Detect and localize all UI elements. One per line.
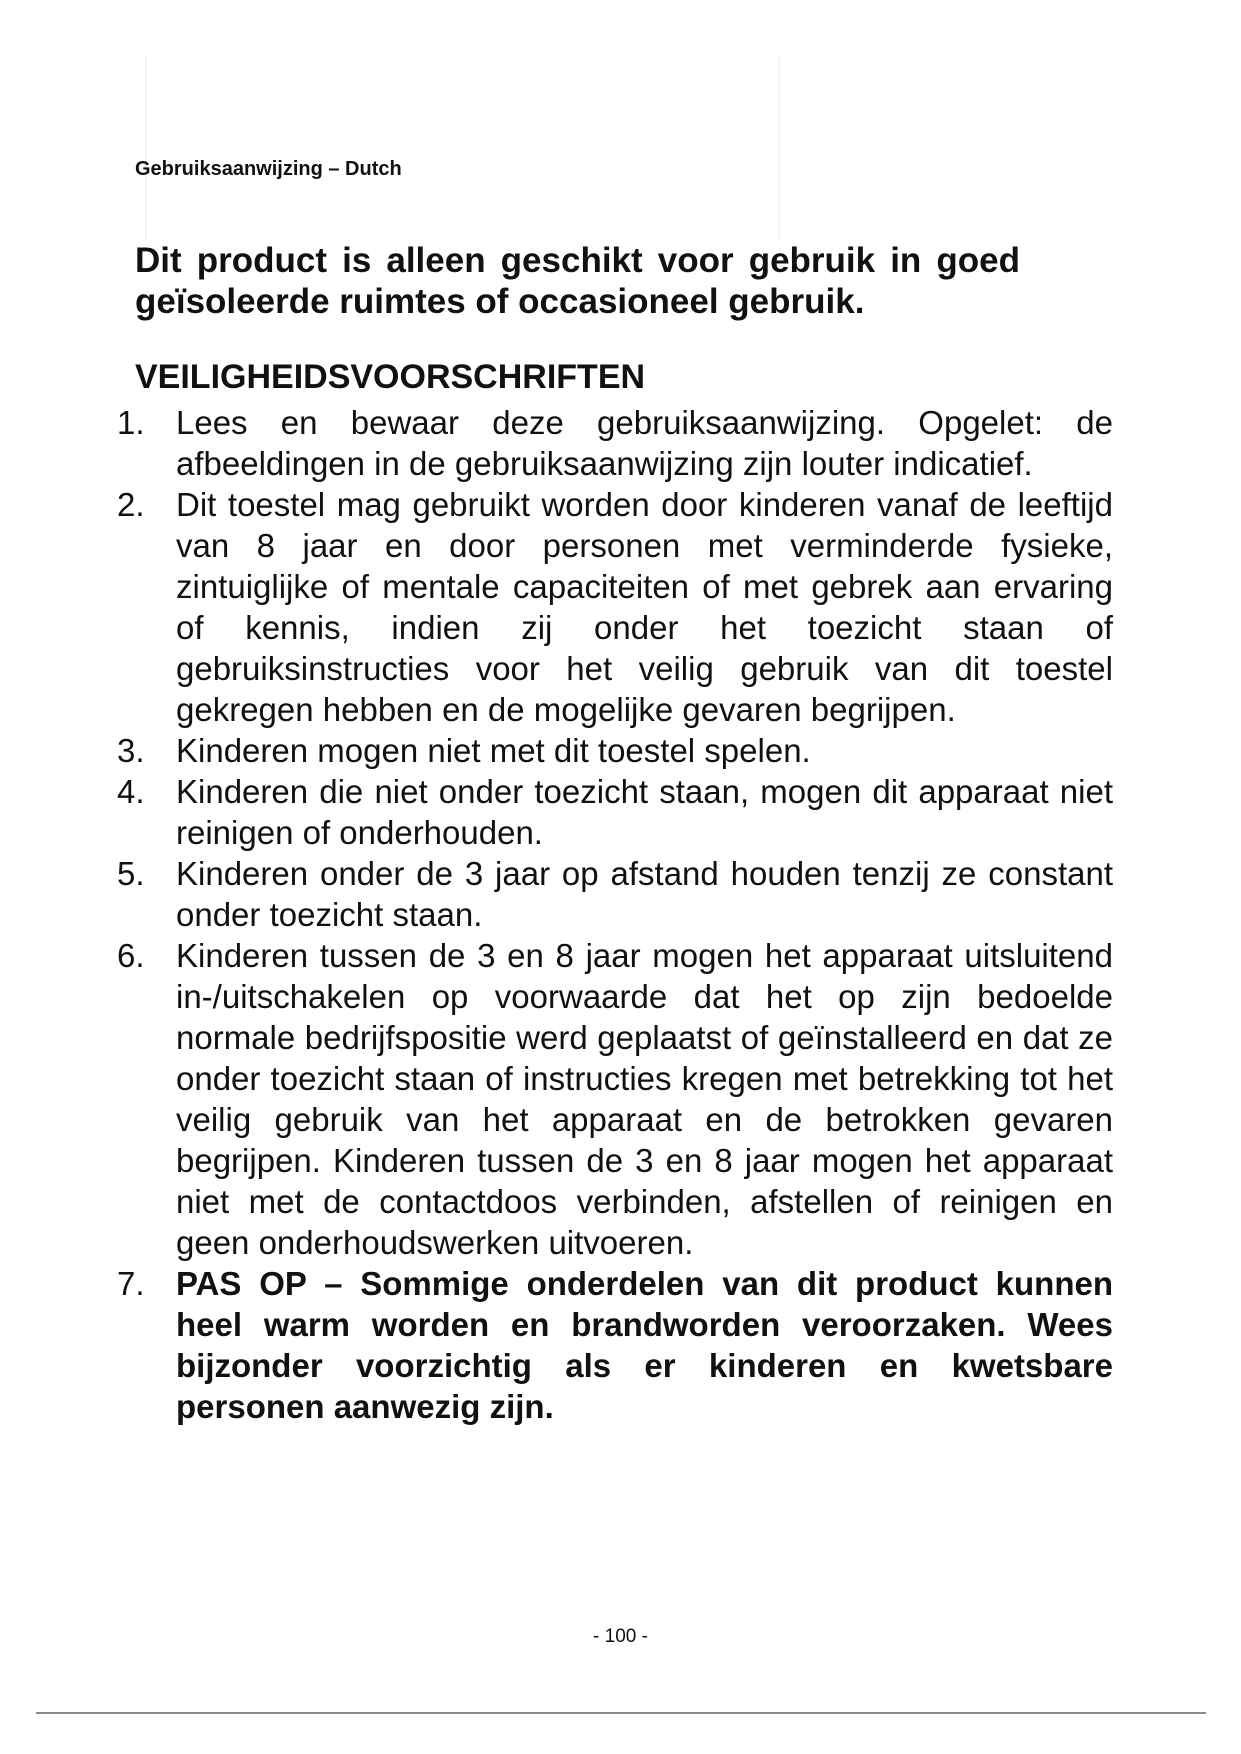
- footer-divider: [36, 1712, 1206, 1714]
- safety-rule-3: [117, 730, 1113, 771]
- rule-text: Dit toestel mag gebruikt worden door kinderen vanaf de leeftijd van 8 jaar en door personen met verminderde fysieke, zintuiglijke of mentale capaciteiten of met gebrek aan ervaring of kennis, indien zij onder het toezicht staan of gebruiksinstructies voor het veilig gebruik van dit toestel gekregen hebben en de mogelijke gevaren begrijpen.: [176, 486, 1113, 728]
- rule-number: 7.: [117, 1265, 145, 1302]
- intro-warning: Dit product is alleen geschikt voor gebruik in goed geïsoleerde ruimtes of occasioneel gebruik.: [135, 241, 1020, 321]
- document-header-label: Gebruiksaanwijzing – Dutch: [135, 158, 402, 180]
- rule-text: Kinderen tussen de 3 en 8 jaar mogen het apparaat uitsluitend in-/uitschakelen op voorwaarde dat het op zijn bedoelde normale bedrijfspositie werd geplaatst of geïnstalleerd en dat ze onder toezicht staan of instructies kregen met betrekking tot het veilig gebruik van het apparaat en de betrokken gevaren begrijpen. Kinderen tussen de 3 en 8 jaar mogen het apparaat niet met de contactdoos verbinden, afstellen of reinigen en geen onderhoudswerken uitvoeren.: [176, 937, 1113, 1261]
- rule-number: 5.: [117, 855, 145, 892]
- scan-artifact-line: [778, 55, 780, 240]
- rule-number: 1.: [117, 404, 145, 441]
- rule-number: 2.: [117, 486, 145, 523]
- section-title: VEILIGHEIDSVOORSCHRIFTEN: [135, 358, 646, 396]
- safety-rule-7-warning: [117, 1263, 1113, 1427]
- rule-text: Kinderen mogen niet met dit toestel spelen.: [176, 732, 811, 769]
- scan-artifact-line: [145, 55, 147, 240]
- rule-text: PAS OP – Sommige onderdelen van dit product kunnen heel warm worden en brandworden veroorzaken. Wees bijzonder voorzichtig als er kinderen en kwetsbare personen aanwezig zijn.: [176, 1265, 1113, 1425]
- rule-number: 3.: [117, 732, 145, 769]
- safety-rule-5: [117, 853, 1113, 935]
- rule-number: 4.: [117, 773, 145, 810]
- safety-rule-2: [117, 484, 1113, 730]
- safety-rule-1: [117, 402, 1113, 484]
- rule-text: Lees en bewaar deze gebruiksaanwijzing. Opgelet: de afbeeldingen in de gebruiksaanwijzing zijn louter indicatief.: [176, 404, 1113, 482]
- rule-text: Kinderen die niet onder toezicht staan, mogen dit apparaat niet reinigen of onderhouden.: [176, 773, 1113, 851]
- safety-rule-4: [117, 771, 1113, 853]
- page-number: - 100 -: [593, 1626, 648, 1647]
- rule-number: 6.: [117, 937, 145, 974]
- safety-rule-6: [117, 935, 1113, 1263]
- safety-rules-list: [117, 402, 1113, 1427]
- rule-text: Kinderen onder de 3 jaar op afstand houden tenzij ze constant onder toezicht staan.: [176, 855, 1113, 933]
